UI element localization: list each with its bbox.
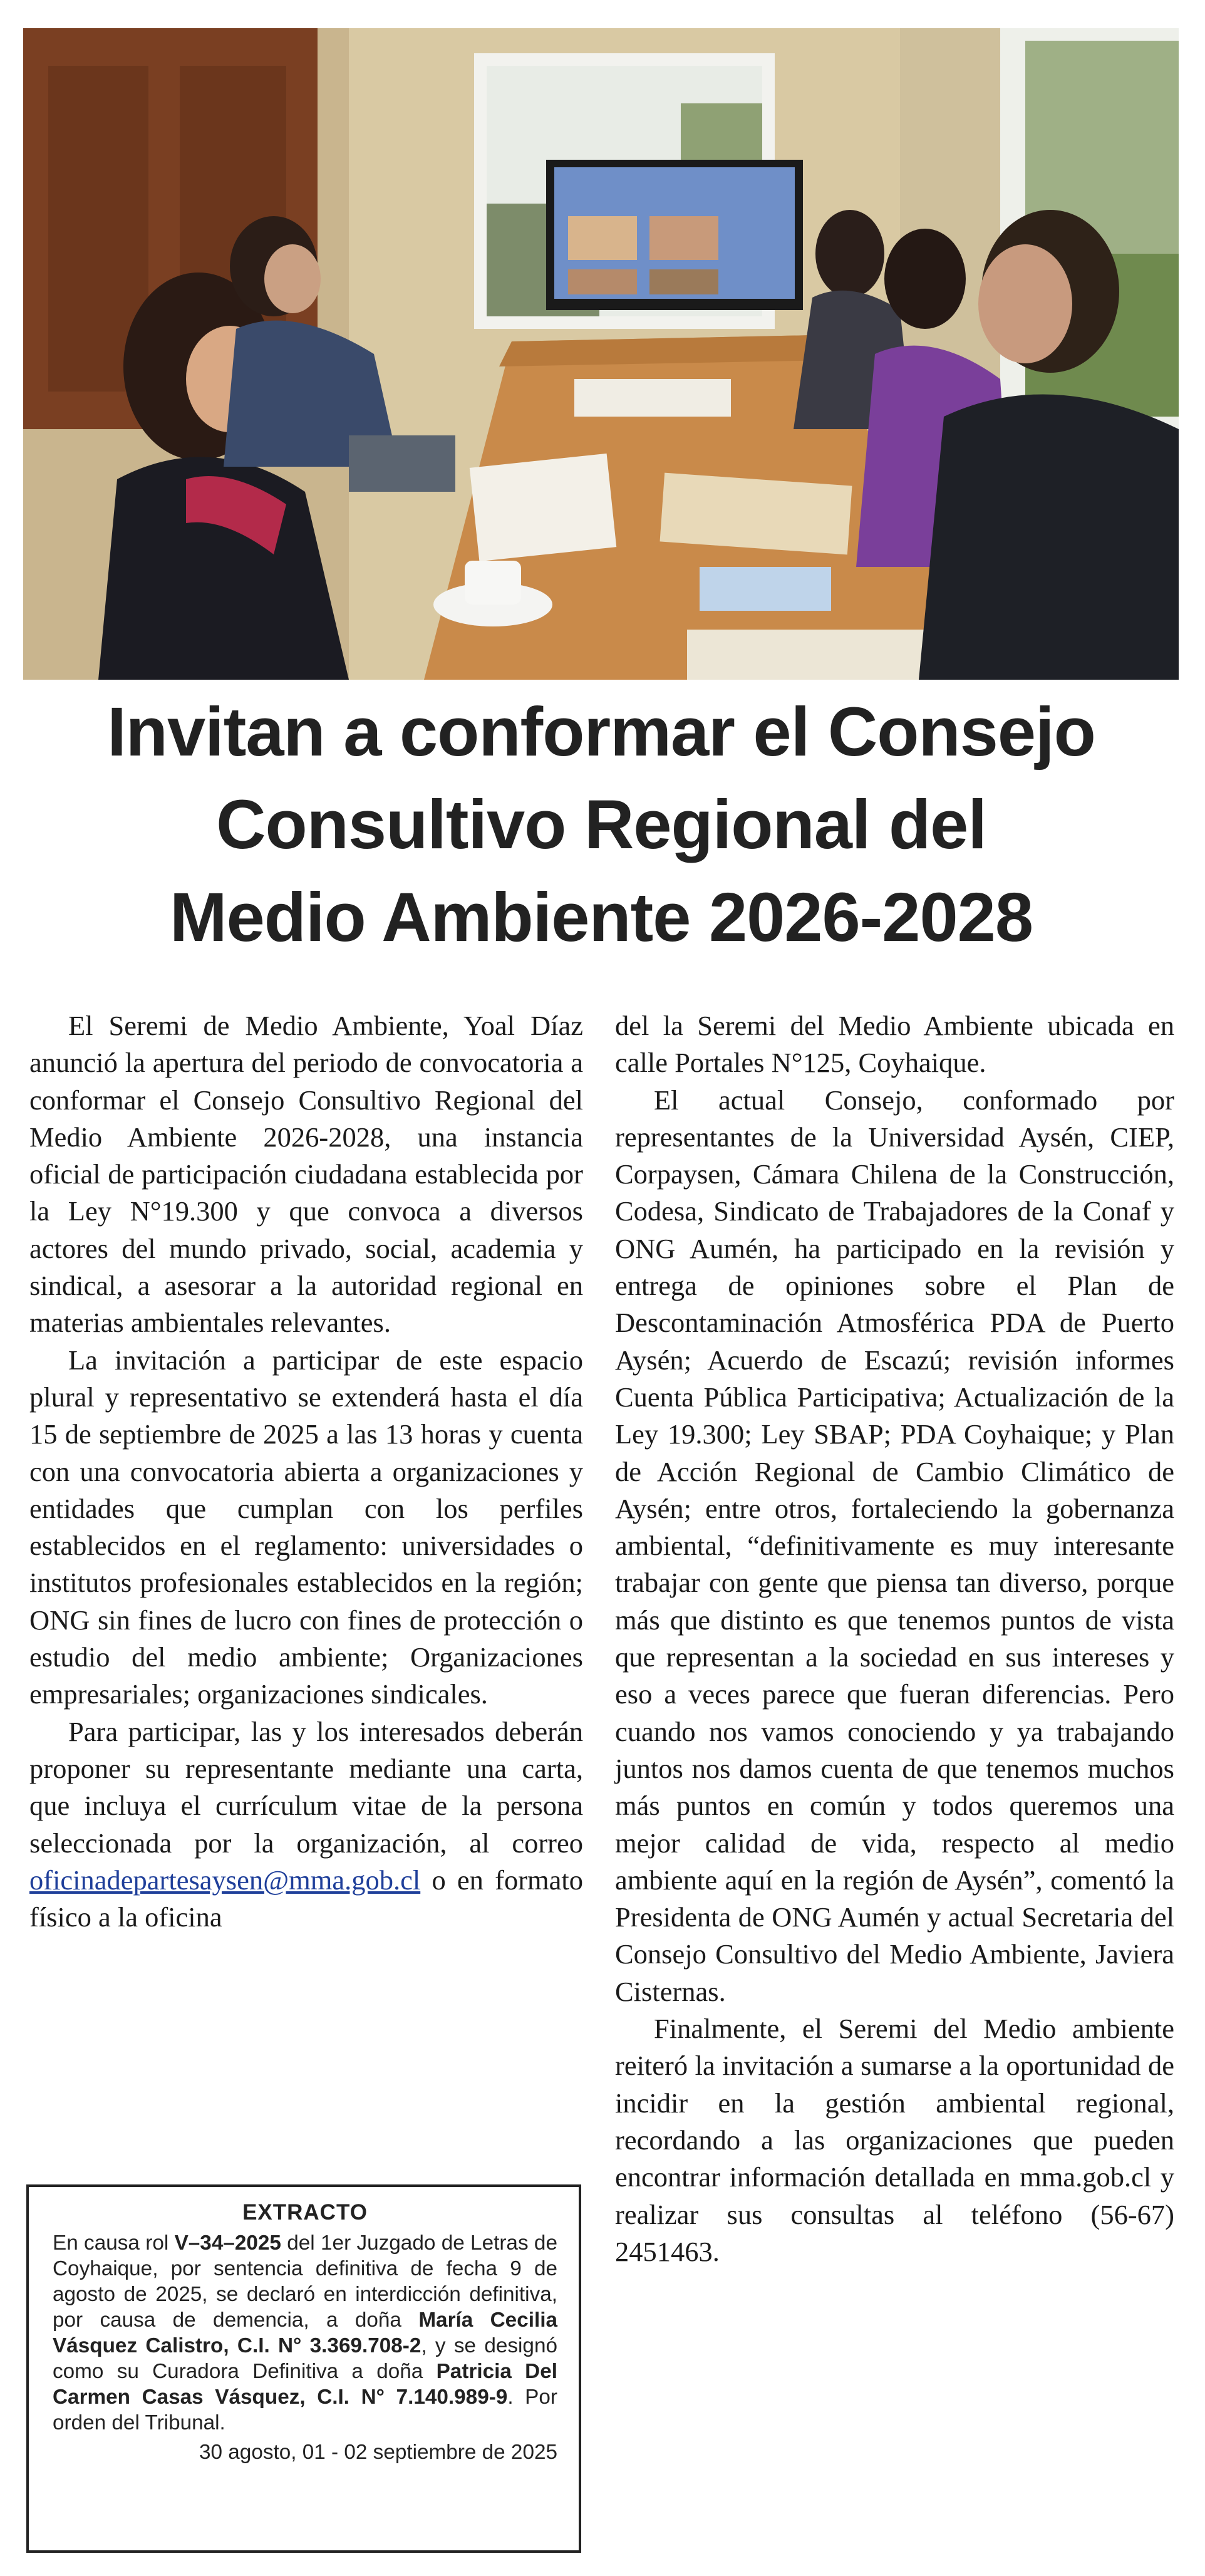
- extracto-person-1: María Cecilia Vásquez Calistro, C.I. N° 3.369.708-2: [53, 2309, 557, 2357]
- headline-line-1: Invitan a conformar el Consejo: [107, 693, 1095, 771]
- paragraph-3-continued: del la Seremi del Medio Ambiente ubicada en calle Portales N°125, Coyhaique.: [615, 1010, 1174, 1079]
- extracto-notice: [26, 2184, 581, 2553]
- extracto-body: [53, 2230, 557, 2436]
- extracto-t4: . Por orden del Tribunal.: [53, 2386, 557, 2434]
- extracto-t3: , y se designó como su Curadora Definitiva a doña: [53, 2334, 557, 2383]
- extracto-title: EXTRACTO: [242, 2200, 368, 2225]
- article-column-right: [615, 1007, 1174, 2270]
- extracto-date: 30 agosto, 01 - 02 septiembre de 2025: [199, 2441, 557, 2464]
- meeting-photo: [23, 28, 1179, 680]
- article-column-left: [29, 1007, 583, 1936]
- headline-line-2: Consultivo Regional del: [216, 786, 986, 863]
- headline-line-3: Medio Ambiente 2026-2028: [169, 879, 1033, 956]
- extracto-person-2: Patricia Del Carmen Casas Vásquez, C.I. N° 7.140.989-9: [53, 2360, 557, 2409]
- paragraph-3-end: o en formato físico a la oficina: [29, 1864, 584, 1933]
- paragraph-3: [29, 1713, 583, 1936]
- meeting-photo-illustration: [23, 28, 1179, 680]
- paragraph-2: La invitación a participar de este espacio plural y representativo se extenderá hasta el día 15 de septiembre de 2025 a las 13 horas y cuenta con una convocatoria abierta a organizaciones y entidades que cumplan con los perfiles establecidos en el reglamento: universidades o institutos profesionales establecidos en la región; ONG sin fines de lucro con fines de protección o estudio del medio ambiente; Organizaciones empresariales; organizaciones sindicales.: [29, 1344, 583, 1710]
- extracto-rol: V–34–2025: [174, 2231, 281, 2255]
- paragraph-1: El Seremi de Medio Ambiente, Yoal Díaz anunció la apertura del periodo de convocatoria a conformar el Consejo Consultivo Regional del Medio Ambiente 2026-2028, una instancia oficial de participación ciudadana establecida por la Ley N°19.300 y que convoca a diversos actores del mundo privado, social, academia y sindical, a asesorar a la autoridad regional en materias ambientales relevantes.: [29, 1010, 583, 1339]
- paragraph-5: Finalmente, el Seremi del Medio ambiente reiteró la invitación a sumarse a la oportunidad de incidir en la gestión ambiental regional, recordando a las organizaciones que pueden encontrar información detallada en mma.gob.cl y realizar sus consultas al teléfono (56-67) 2451463.: [615, 2013, 1174, 2267]
- paragraph-3-text: Para participar, las y los interesados deberán proponer su representante mediante una carta, que incluya el currículum vitae de la persona seleccionada por la organización, al correo: [29, 1715, 583, 1859]
- paragraph-4: El actual Consejo, conformado por representantes de la Universidad Aysén, CIEP, Corpaysen, Cámara Chilena de la Construcción, Codesa, Sindicato de Trabajadores de la Conaf y ONG Aumén, ha participado en la revisión y entrega de opiniones sobre el Plan de Descontaminación Atmosférica PDA de Puerto Aysén; Acuerdo de Escazú; revisión informes Cuenta Pública Participativa; Actualización de la Ley 19.300; Ley SBAP; PDA Coyhaique; y Plan de Acción Regional de Cambio Climático de Aysén; entre otros, fortaleciendo la gobernanza ambiental, “definitivamente es muy interesante trabajar con gente que piensa tan diverso, porque más que distinto es que tenemos puntos de vista que representan a la sociedad en sus intereses y eso a veces parece que fueran diferencias. Pero cuando nos vamos conociendo y ya trabajando juntos nos damos cuenta de que tenemos muchos más puntos en común y todos queremos una mejor calidad de vida, respecto al medio ambiente aquí en la región de Aysén”, comentó la Presidenta de ONG Aumén y actual Secretaria del Consejo Consultivo del Medio Ambiente, Javiera Cisternas.: [615, 1084, 1174, 2007]
- email-link[interactable]: oficinadepartesaysen@mma.gob.cl: [29, 1864, 421, 1896]
- headline: [38, 686, 1165, 964]
- extracto-t1: En causa rol: [53, 2231, 169, 2255]
- extracto-t2: del 1er Juzgado de Letras de Coyhaique, por sentencia definitiva de fecha 9 de agosto de 2025, se declaró en interdicción definitiva, por causa de demencia, a doña: [53, 2231, 557, 2332]
